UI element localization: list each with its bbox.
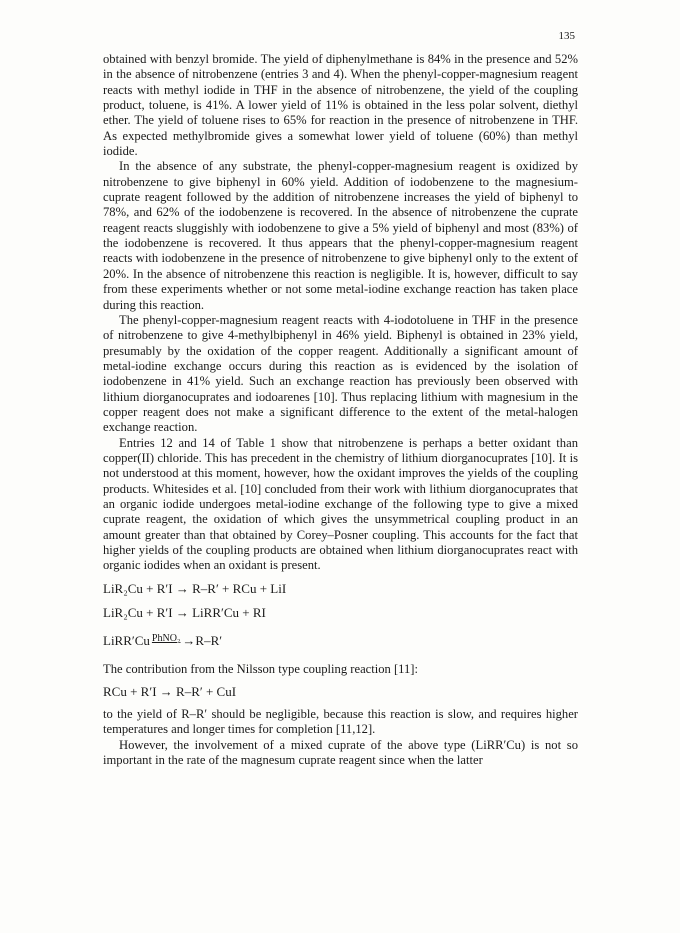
equation-4: RCu + R′I → R–R′ + CuI [103, 684, 237, 700]
equation-3-reagent-label: PhNO₂ [151, 632, 181, 644]
paragraph-7: However, the involvement of a mixed cuprate of the above type (LiRR′Cu) is not so important in the rate of the magnesum cuprate reagent since when the latter [103, 737, 578, 768]
paragraph-4: Entries 12 and 14 of Table 1 show that nitrobenzene is perhaps a better oxidant than copper(II) chloride. This has precedent in the chemistry of lithium diorganocuprates [10]. It is not understood at this moment, however, how the oxidant improves the yields of the coupling products. Whitesides et al. [10] concluded from their work with lithium diorganocuprates that an organic iodide undergoes metal-iodine exchange of the following type to give a mixed cuprate reagent, the oxidation of which gives the unsymmetrical coupling product in an amount greater than that obtained by Corey–Posner coupling. This accounts for the fact that higher yields of the coupling products are obtained when lithium diorganocuprates react with organic iodides when an oxidant is present. [103, 435, 578, 573]
paragraph-1: obtained with benzyl bromide. The yield of diphenylmethane is 84% in the presence and 52% in the absence of nitrobenzene (entries 3 and 4). When the phenyl-copper-magnesium reagent reacts with methyl iodide in THF in the absence of nitrobenzene, the yield of the coupling product, toluene, is 41%. A lower yield of 11% is obtained in the less polar solvent, diethyl ether. The yield of toluene rises to 65% for reaction in the presence of nitrobenzene in THF. As expected methylbromide gives a somewhat lower yield of toluene (60%) than methyl iodide. [103, 52, 578, 159]
equation-3-product: R–R′ [195, 632, 223, 648]
equation-2: LiR₂Cu + R′I → LiRR′Cu + RI [103, 604, 266, 620]
equation-3 [103, 630, 578, 650]
reaction-arrow-icon: → [182, 632, 196, 648]
paragraph-6: to the yield of R–R′ should be negligible, because this reaction is slow, and requires higher temperatures and longer times for completion [11,12]. [103, 707, 578, 737]
article-body [103, 52, 578, 768]
page-number: 135 [558, 30, 575, 42]
equation-1: LiR₂Cu + R′I → R–R′ + RCu + LiI [103, 580, 287, 596]
paragraph-2: In the absence of any substrate, the phenyl-copper-magnesium reagent is oxidized by nitrobenzene to give biphenyl in 60% yield. Addition of iodobenzene to the magnesium-cuprate reagent followed by the addition of nitrobenzene increases the yield of biphenyl to 78%, and 62% of the iodobenzene is recovered. In the absence of nitrobenzene the cuprate reagent reacts sluggishly with iodobenzene to give a 5% yield of biphenyl and most (83%) of the iodobenzene is recovered. It thus appears that the phenyl-copper-magnesium reagent reacts with iodobenzene in the presence of nitrobenzene to give biphenyl only to the extent of 20%. In the absence of nitrobenzene this reaction is negligible. It is, however, difficult to say from these experiments whether or not some metal-iodine exchange reaction has taken place during this reaction. [103, 159, 578, 312]
equation-3-reactant: LiRR′Cu [103, 632, 150, 648]
paragraph-5: The contribution from the Nilsson type coupling reaction [11]: [103, 661, 419, 676]
paragraph-3: The phenyl-copper-magnesium reagent reacts with 4-iodotoluene in THF in the presence of nitrobenzene to give 4-methylbiphenyl in 46% yield. Biphenyl is obtained in 23% yield, presumably by the oxidation of the copper reagent. Additionally a significant amount of metal-iodine exchange occurs during this reaction as is evidenced by the isolation of iodobenzene in 41% yield. Such an exchange reaction has previously been observed with lithium diorganocuprates and iodoarenes [10]. Thus replacing lithium with magnesium in the copper reagent does not make a significant difference to the extent of the metal-halogen exchange reaction. [103, 312, 578, 435]
equation-3-reagent [150, 630, 183, 648]
